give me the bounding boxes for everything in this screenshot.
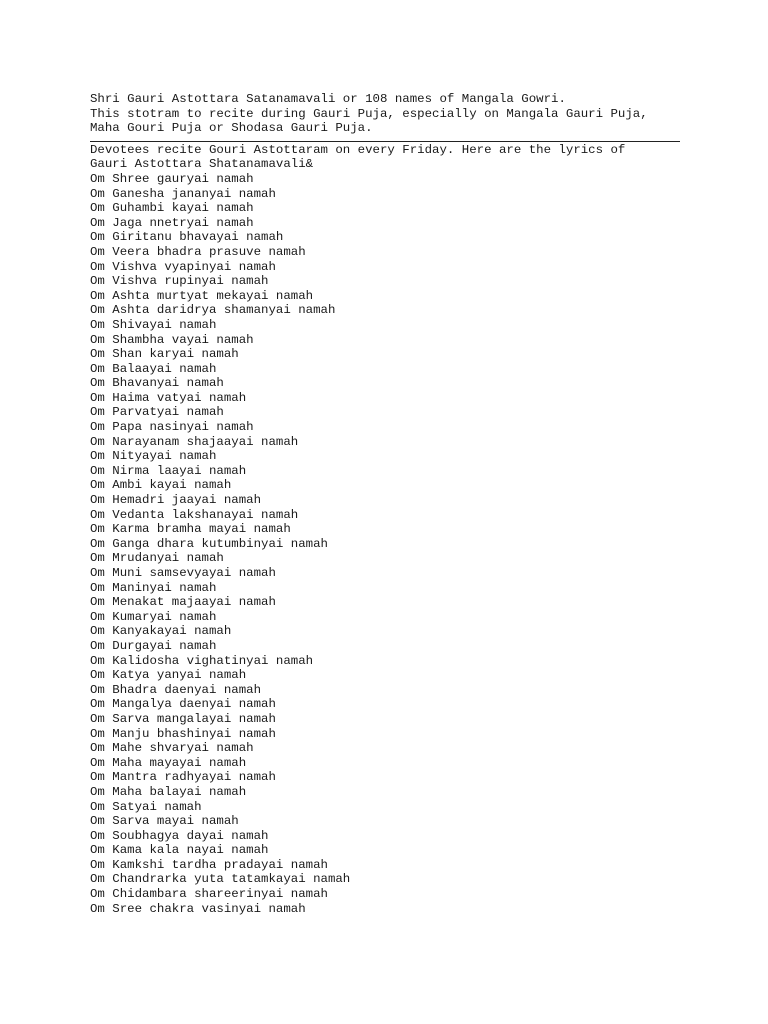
intro-line: Devotees recite Gouri Astottaram on every Friday. Here are the lyrics of — [90, 142, 626, 157]
name-list-item: Om Mrudanyai namah — [90, 551, 224, 566]
name-list-item: Om Giritanu bhavayai namah — [90, 230, 284, 245]
name-list-item: Om Shambha vayai namah — [90, 332, 254, 347]
name-list-item: Om Hemadri jaayai namah — [90, 493, 262, 508]
name-list-item: Om Maha mayayai namah — [90, 755, 247, 770]
name-list-item: Om Shivayai namah — [90, 317, 217, 332]
name-list-item: Om Satyai namah — [90, 799, 202, 814]
intro-paragraph — [90, 143, 682, 172]
name-list-item: Om Veera bhadra prasuve namah — [90, 244, 306, 259]
name-list-item: Om Chandrarka yuta tatamkayai namah — [90, 872, 351, 887]
name-list-item: Om Narayanam shajaayai namah — [90, 434, 299, 449]
name-list-item: Om Ambi kayai namah — [90, 478, 232, 493]
name-list-item: Om Vedanta lakshanayai namah — [90, 507, 299, 522]
name-list-item: Om Mahe shvaryai namah — [90, 741, 254, 756]
name-list-item: Om Vishva vyapinyai namah — [90, 259, 276, 274]
name-list-item: Om Ashta murtyat mekayai namah — [90, 288, 314, 303]
name-list-item: Om Kalidosha vighatinyai namah — [90, 653, 314, 668]
name-list-item: Om Ganesha jananyai namah — [90, 186, 276, 201]
document-header — [90, 92, 682, 136]
name-list-item: Om Sarva mayai namah — [90, 814, 239, 829]
name-list-item: Om Shree gauryai namah — [90, 171, 254, 186]
name-list-item: Om Sree chakra vasinyai namah — [90, 901, 306, 916]
name-list-item: Om Maninyai namah — [90, 580, 217, 595]
name-list-item: Om Bhadra daenyai namah — [90, 682, 262, 697]
name-list-item: Om Mangalya daenyai namah — [90, 697, 276, 712]
name-list-item: Om Kama kala nayai namah — [90, 843, 269, 858]
name-list-item: Om Guhambi kayai namah — [90, 201, 254, 216]
name-list-item: Om Vishva rupinyai namah — [90, 274, 269, 289]
name-list-item: Om Papa nasinyai namah — [90, 420, 254, 435]
name-list-item: Om Durgayai namah — [90, 638, 217, 653]
name-list-item: Om Kanyakayai namah — [90, 624, 232, 639]
header-line: Maha Gouri Puja or Shodasa Gauri Puja. — [90, 121, 373, 136]
name-list-item: Om Ganga dhara kutumbinyai namah — [90, 536, 328, 551]
name-list-item: Om Ashta daridrya shamanyai namah — [90, 303, 336, 318]
name-list-item: Om Mantra radhyayai namah — [90, 770, 276, 785]
header-line: This stotram to recite during Gauri Puja, especially on Mangala Gauri Puja, — [90, 106, 648, 121]
name-list-item: Om Manju bhashinyai namah — [90, 726, 276, 741]
name-list-item: Om Shan karyai namah — [90, 347, 239, 362]
header-divider — [90, 141, 680, 142]
names-list — [90, 172, 682, 916]
name-list-item: Om Nirma laayai namah — [90, 463, 247, 478]
name-list-item: Om Balaayai namah — [90, 361, 217, 376]
name-list-item: Om Kamkshi tardha pradayai namah — [90, 857, 328, 872]
name-list-item: Om Muni samsevyayai namah — [90, 566, 276, 580]
name-list-item: Om Maha balayai namah — [90, 784, 247, 799]
name-list-item: Om Jaga nnetryai namah — [90, 215, 254, 230]
document-page — [90, 92, 682, 916]
name-list-item: Om Kumaryai namah — [90, 609, 217, 624]
name-list-item: Om Katya yanyai namah — [90, 668, 247, 683]
name-list-item: Om Sarva mangalayai namah — [90, 711, 276, 726]
intro-line: Gauri Astottara Shatanamavali& — [90, 157, 314, 172]
name-list-item: Om Bhavanyai namah — [90, 376, 224, 391]
name-list-item: Om Chidambara shareerinyai namah — [90, 887, 328, 902]
name-list-item: Om Menakat majaayai namah — [90, 595, 276, 610]
name-list-item: Om Haima vatyai namah — [90, 390, 247, 405]
header-line: Shri Gauri Astottara Satanamavali or 108 names of Mangala Gowri. — [90, 92, 566, 106]
name-list-item: Om Parvatyai namah — [90, 405, 224, 420]
name-list-item: Om Karma bramha mayai namah — [90, 522, 291, 537]
name-list-item: Om Nityayai namah — [90, 449, 217, 464]
name-list-item: Om Soubhagya dayai namah — [90, 828, 269, 843]
